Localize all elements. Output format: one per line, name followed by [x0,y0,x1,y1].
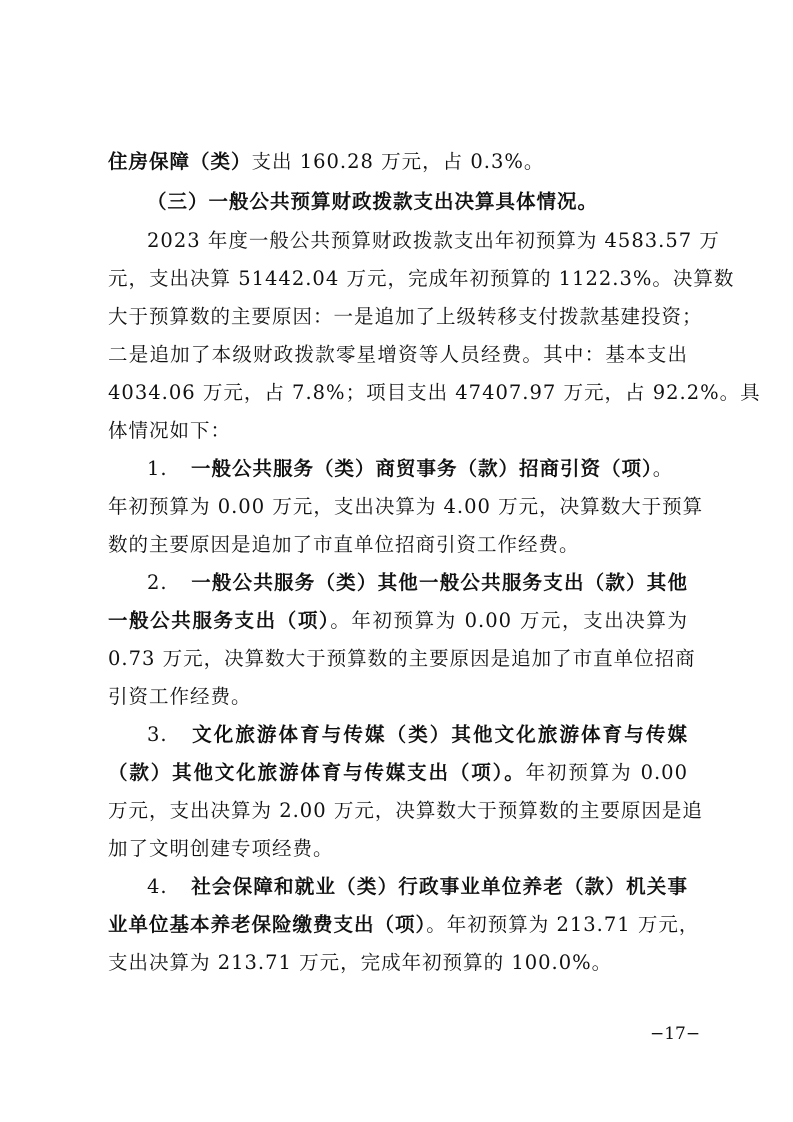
text-line: 元，支出决算 51442.04 万元，完成年初预算的 1122.3%。决算数 [108,267,735,290]
item-number: 3. [147,723,168,746]
bold-heading: 社会保障和就业（类）行政事业单位养老（款）机关事 [191,875,688,898]
bold-heading: 一般公共服务（类）商贸事务（款）招商引资（项） [191,457,653,480]
item-number: 2. [147,571,168,594]
text-line: 0.73 万元，决算数大于预算数的主要原因是追加了市直单位招商 [108,647,696,670]
bold-heading: 住房保障（类） [108,150,252,173]
page-number: −17− [650,1024,701,1044]
bold-heading: 文化旅游体育与传媒（类）其他文化旅游体育与传媒 [191,723,688,746]
text-line: 二是追加了本级财政拨款零星增资等人员经费。其中：基本支出 [108,343,688,366]
section-heading: （三）一般公共预算财政拨款支出决算具体情况。 [147,190,599,213]
item-number: 4. [147,875,168,898]
text-span: 。年初预算为 213.71 万元， [426,913,700,936]
text-line: 支出决算为 213.71 万元，完成年初预算的 100.0%。 [108,951,613,974]
text-line [108,150,688,174]
bold-heading: 一般公共服务（类）其他一般公共服务支出（款）其他 [191,571,688,594]
list-item-heading [147,875,688,899]
text-span: 年初预算为 0.00 [525,761,688,784]
list-item-heading [147,457,688,481]
list-item-heading [147,571,688,595]
bold-heading: （款）其他文化旅游体育与传媒支出（项）。 [108,761,526,784]
text-line [108,913,700,937]
text-line: 数的主要原因是追加了市直单位招商引资工作经费。 [108,533,580,556]
text-line: 年初预算为 0.00 万元，支出决算为 4.00 万元，决算数大于预算 [108,495,704,518]
text-line [108,609,688,633]
text-line: 万元，支出决算为 2.00 万元，决算数大于预算数的主要原因是追 [108,799,703,822]
bold-heading: 一般公共服务支出（项） [108,609,331,632]
text-span: 。年初预算为 0.00 万元，支出决算为 [330,609,688,632]
text-span: 支出 160.28 万元，占 0.3%。 [251,150,545,173]
text-line [108,761,688,785]
bold-heading: 业单位基本养老保险缴费支出（项） [108,913,427,936]
list-item-heading [147,723,688,747]
text-line: 加了文明创建专项经费。 [108,837,334,860]
text-line: 引资工作经费。 [108,685,252,708]
text-line: 4034.06 万元，占 7.8%；项目支出 47407.97 万元，占 92.2%。具 [108,381,761,404]
text-line: 大于预算数的主要原因：一是追加了上级转移支付拨款基建投资； [108,305,703,328]
text-span: 。 [652,457,674,480]
item-number: 1. [147,457,168,480]
text-line: 体情况如下： [108,419,232,442]
text-line: 2023 年度一般公共预算财政拨款支出年初预算为 4583.57 万 [147,229,720,252]
